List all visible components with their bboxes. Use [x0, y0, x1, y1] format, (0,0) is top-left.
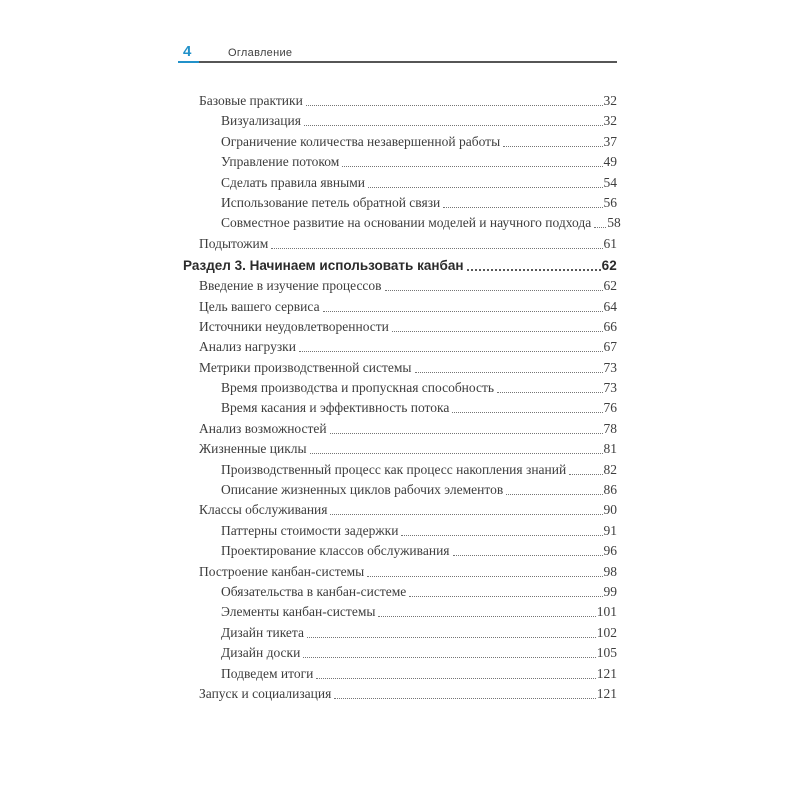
toc-entry-title: Дизайн доски: [221, 645, 301, 661]
dot-leader: [452, 412, 602, 413]
toc-entry: [183, 626, 617, 640]
dot-leader: [401, 535, 602, 536]
toc-entry-page: 56: [603, 194, 617, 210]
toc-entry-title: Паттерны стоимости задержки: [221, 522, 399, 538]
toc-entry: [183, 667, 617, 681]
dot-leader: [271, 248, 602, 249]
toc-entry-page: 102: [596, 624, 617, 640]
toc-entry: [183, 422, 617, 436]
running-head-title: Оглавление: [228, 47, 293, 59]
toc-entry-page: 101: [596, 604, 617, 620]
dot-leader: [306, 105, 603, 106]
toc-entry-title: Анализ возможностей: [199, 420, 327, 436]
toc-entry-title: Цель вашего сервиса: [199, 298, 320, 314]
dot-leader: [310, 453, 603, 454]
dot-leader: [367, 576, 602, 577]
toc-entry-page: 78: [603, 420, 617, 436]
dot-leader: [307, 637, 596, 638]
toc-section-entry: [183, 259, 617, 273]
toc-entry-title: Описание жизненных циклов рабочих элементов: [221, 482, 504, 498]
toc-entry-page: 62: [603, 278, 617, 294]
dot-leader: [342, 166, 602, 167]
toc-entry-page: 73: [603, 380, 617, 396]
toc-entry-page: 66: [603, 318, 617, 334]
toc-entry-page: 67: [603, 339, 617, 355]
dot-leader: [330, 514, 602, 515]
toc-entry: [183, 215, 621, 231]
dot-leader: [443, 207, 602, 208]
toc-entry-title: Ограничение количества незавершенной работы: [221, 133, 501, 149]
toc-entry-title: Подытожим: [199, 235, 269, 251]
toc-entry-title: Классы обслуживания: [199, 502, 328, 518]
toc-entry-title: Визуализация: [221, 113, 301, 129]
toc-entry-page: 32: [603, 93, 617, 108]
dot-leader: [415, 372, 603, 373]
toc-entry-title: Использование петель обратной связи: [221, 194, 441, 210]
toc-entry-title: Производственный процесс как процесс накопления знаний: [221, 461, 567, 477]
toc-entry-page: 54: [603, 174, 617, 190]
toc-entry-page: 86: [603, 482, 617, 498]
toc-entry-title: Запуск и социализация: [199, 685, 332, 701]
toc-entry-title: Дизайн тикета: [221, 624, 304, 640]
toc-entry-page: 105: [596, 645, 617, 661]
toc-entry-page: 62: [601, 257, 617, 273]
dot-leader: [569, 474, 602, 475]
dot-leader: [497, 392, 602, 393]
toc-entry-title: Элементы канбан-системы: [221, 604, 376, 620]
toc-entry: [183, 401, 617, 415]
toc-entry: [183, 300, 617, 314]
toc-entry: [183, 114, 617, 128]
toc-entry: [183, 196, 617, 210]
toc-entry: [183, 605, 617, 619]
toc-entry-title: Время производства и пропускная способность: [221, 380, 495, 396]
toc-entry-title: Базовые практики: [199, 93, 303, 108]
dot-leader: [299, 351, 603, 352]
dot-leader: [378, 616, 595, 617]
toc-entry-title: Введение в изучение процессов: [199, 278, 382, 294]
toc-entry-title: Управление потоком: [221, 154, 340, 170]
toc-entry: [183, 524, 617, 538]
toc-entry-page: 37: [603, 133, 617, 149]
toc-entry: [183, 503, 617, 517]
toc-entry: [183, 237, 617, 251]
toc-entry-title: Раздел 3. Начинаем использовать канбан: [183, 257, 464, 273]
dot-leader: [316, 678, 595, 679]
toc-entry: [183, 320, 617, 334]
toc-entry-page: 32: [603, 113, 617, 129]
table-of-contents: [183, 93, 621, 707]
header-rule-accent: [178, 61, 199, 63]
dot-leader: [506, 494, 602, 495]
toc-entry: [183, 94, 617, 108]
toc-entry: [183, 176, 617, 190]
toc-entry-title: Подведем итоги: [221, 665, 314, 681]
toc-entry-title: Проектирование классов обслуживания: [221, 543, 450, 559]
toc-entry-page: 73: [603, 359, 617, 375]
toc-entry: [183, 381, 617, 395]
toc-entry: [183, 544, 617, 558]
dot-leader: [467, 269, 601, 271]
toc-entry: [183, 463, 617, 477]
toc-entry-page: 61: [603, 235, 617, 251]
dot-leader: [330, 433, 603, 434]
page-number: 4: [183, 43, 192, 60]
toc-entry-page: 82: [603, 461, 617, 477]
toc-entry-title: Метрики производственной системы: [199, 359, 412, 375]
toc-entry-page: 121: [596, 665, 617, 681]
dot-leader: [594, 227, 606, 228]
toc-entry: [183, 361, 617, 375]
toc-entry: [183, 135, 617, 149]
dot-leader: [303, 657, 595, 658]
toc-entry-title: Сделать правила явными: [221, 174, 365, 190]
toc-entry: [183, 442, 617, 456]
header-rule: [178, 61, 617, 63]
toc-entry-page: 99: [603, 583, 617, 599]
toc-entry: [183, 687, 617, 701]
dot-leader: [368, 187, 603, 188]
toc-entry: [183, 340, 617, 354]
dot-leader: [503, 146, 602, 147]
dot-leader: [334, 698, 595, 699]
dot-leader: [453, 555, 603, 556]
toc-entry-title: Жизненные циклы: [199, 441, 307, 457]
toc-entry-page: 49: [603, 154, 617, 170]
toc-entry-title: Построение канбан-системы: [199, 563, 365, 579]
toc-entry-title: Обязательства в канбан-системе: [221, 583, 407, 599]
toc-entry-page: 121: [596, 685, 617, 701]
toc-entry: [183, 155, 617, 169]
toc-entry-page: 64: [603, 298, 617, 314]
toc-entry-title: Анализ нагрузки: [199, 339, 296, 355]
toc-entry-page: 90: [603, 502, 617, 518]
toc-entry: [183, 279, 617, 293]
toc-entry-title: Источники неудовлетворенности: [199, 318, 389, 334]
toc-entry: [183, 585, 617, 599]
toc-entry-page: 96: [603, 543, 617, 559]
toc-entry-page: 81: [603, 441, 617, 457]
toc-entry-page: 98: [603, 563, 617, 579]
dot-leader: [409, 596, 602, 597]
toc-entry-title: Совместное развитие на основании моделей и научного подхода: [221, 215, 592, 231]
toc-entry: [183, 565, 617, 579]
dot-leader: [385, 290, 603, 291]
toc-entry-page: 76: [603, 400, 617, 416]
toc-entry-page: 58: [607, 215, 621, 231]
toc-entry: [183, 646, 617, 660]
dot-leader: [392, 331, 603, 332]
toc-entry-page: 91: [603, 522, 617, 538]
dot-leader: [304, 125, 603, 126]
toc-entry-title: Время касания и эффективность потока: [221, 400, 450, 416]
dot-leader: [323, 311, 603, 312]
toc-entry: [183, 483, 617, 497]
